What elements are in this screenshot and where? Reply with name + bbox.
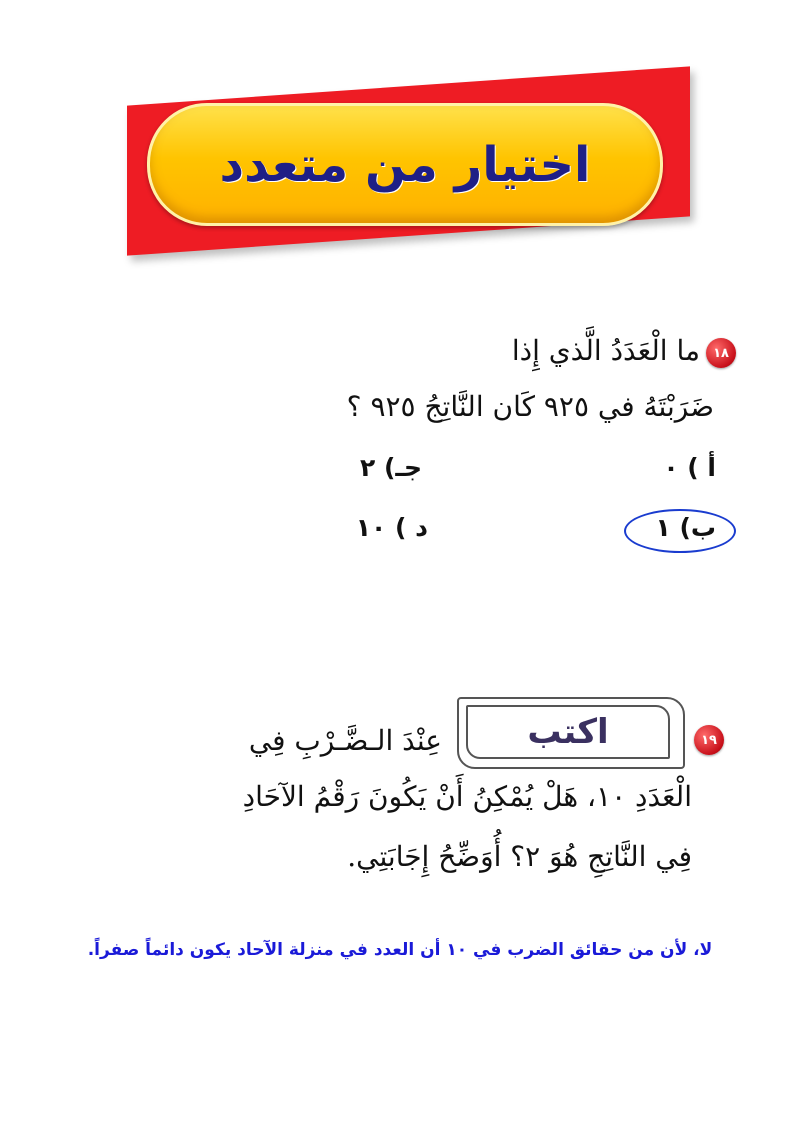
selected-answer-circle <box>624 509 736 553</box>
question-18-line-1: ما الْعَدَدُ الَّذي إِذا <box>511 334 700 367</box>
question-18-line-2: ضَرَبْتَهُ في ٩٢٥ كَان النَّاتِجُ ٩٢٥ ؟ <box>346 390 714 423</box>
write-box <box>466 705 670 759</box>
option-a[interactable]: أ ) ٠ <box>663 453 716 482</box>
question-number-badge: ١٨ <box>706 338 736 368</box>
banner-title: اختيار من متعدد <box>219 136 591 193</box>
answer-text: لا، لأن من حقائق الضرب في ١٠ أن العدد في منزلة الآحاد يكون دائماً صفراً. <box>87 940 713 960</box>
question-number-badge: ١٩ <box>694 725 724 755</box>
banner-pill <box>147 103 663 226</box>
option-d[interactable]: د ) ١٠ <box>355 513 428 542</box>
question-19-line-1: عِنْدَ الـضَّـرْبِ فِي <box>248 724 442 757</box>
question-19-line-3: فِي النَّاتِجِ هُوَ ٢؟ أُوَضِّحُ إِجَابَتِي. <box>347 840 692 873</box>
question-19-line-2: الْعَدَدِ ١٠، هَلْ يُمْكِنُ أَنْ يَكُونَ رَقْمُ الآحَادِ <box>242 780 692 813</box>
option-c[interactable]: جـ) ٢ <box>360 453 422 482</box>
write-label: اكتب <box>527 712 609 752</box>
option-b[interactable]: ب) ١ <box>655 513 716 542</box>
